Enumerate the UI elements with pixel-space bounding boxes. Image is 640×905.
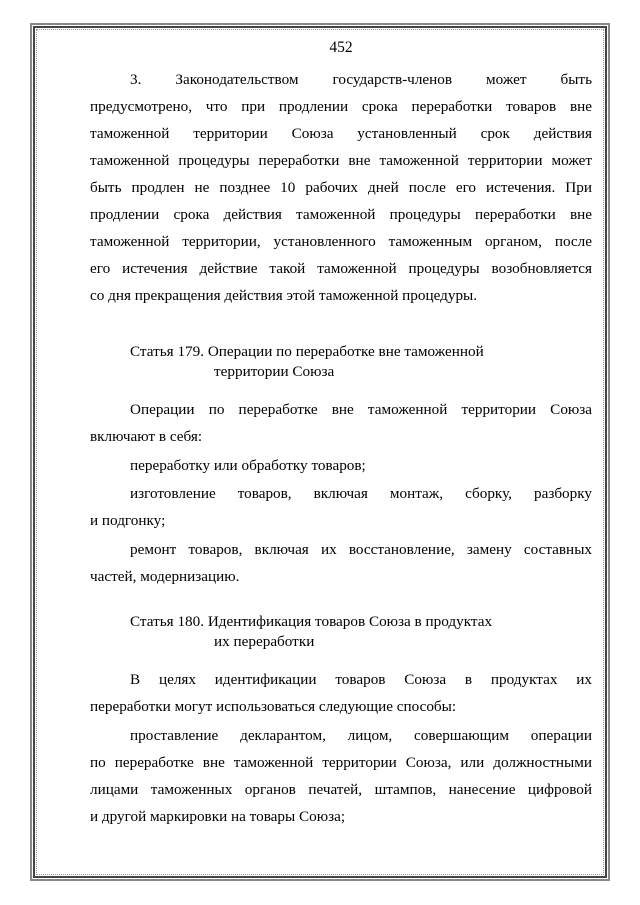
article-180-intro bbox=[90, 666, 592, 720]
paragraph-line: таможенной территории, установленного таможенным органом, после bbox=[90, 233, 592, 250]
paragraph-line: переработку или обработку товаров; bbox=[130, 457, 366, 474]
paragraph-line: и подгонку; bbox=[90, 512, 166, 529]
article-title-line: Статья 180. Идентификация товаров Союза в продуктах bbox=[130, 613, 493, 630]
page-number: 452 bbox=[329, 39, 353, 56]
article-179-item-3 bbox=[90, 536, 592, 590]
paragraph-line: таможенной территории Союза установленный срок действия bbox=[90, 125, 592, 142]
paragraph-line: В целях идентификации товаров Союза в продуктах их bbox=[130, 671, 592, 688]
paragraph-line: лицами таможенных органов печатей, штампов, нанесение цифровой bbox=[90, 781, 592, 798]
paragraph-line: быть продлен не позднее 10 рабочих дней после его истечения. При bbox=[90, 179, 592, 196]
paragraph-line: продлении срока действия таможенной процедуры переработки вне bbox=[90, 206, 592, 223]
paragraph-line: 3. Законодательством государств-членов может быть bbox=[130, 71, 592, 88]
paragraph-line: предусмотрено, что при продлении срока переработки товаров вне bbox=[90, 98, 592, 115]
article-title-line: их переработки bbox=[214, 633, 315, 650]
paragraph-line: Операции по переработке вне таможенной территории Союза bbox=[130, 401, 592, 418]
article-179-item-1 bbox=[90, 452, 592, 479]
paragraph-3 bbox=[90, 66, 592, 309]
article-180-title bbox=[130, 612, 550, 652]
paragraph-line: и другой маркировки на товары Союза; bbox=[90, 808, 346, 825]
paragraph-line: его истечения действие такой таможенной процедуры возобновляется bbox=[90, 260, 592, 277]
article-179-item-2 bbox=[90, 480, 592, 534]
paragraph-line: включают в себя: bbox=[90, 428, 203, 445]
article-179-intro bbox=[90, 396, 592, 450]
paragraph-line: изготовление товаров, включая монтаж, сборку, разборку bbox=[130, 485, 592, 502]
paragraph-line: таможенной процедуры переработки вне таможенной территории может bbox=[90, 152, 592, 169]
paragraph-line: со дня прекращения действия этой таможенной процедуры. bbox=[90, 287, 478, 304]
article-title-line: территории Союза bbox=[214, 363, 335, 380]
article-title-line: Статья 179. Операции по переработке вне таможенной bbox=[130, 343, 484, 360]
article-180-item-1 bbox=[90, 722, 592, 830]
paragraph-line: по переработке вне таможенной территории Союза, или должностными bbox=[90, 754, 592, 771]
paragraph-line: проставление декларантом, лицом, совершающим операции bbox=[130, 727, 592, 744]
article-179-title bbox=[130, 342, 550, 382]
paragraph-line: частей, модернизацию. bbox=[90, 568, 240, 585]
paragraph-line: ремонт товаров, включая их восстановление, замену составных bbox=[130, 541, 592, 558]
paragraph-line: переработки могут использоваться следующие способы: bbox=[90, 698, 457, 715]
